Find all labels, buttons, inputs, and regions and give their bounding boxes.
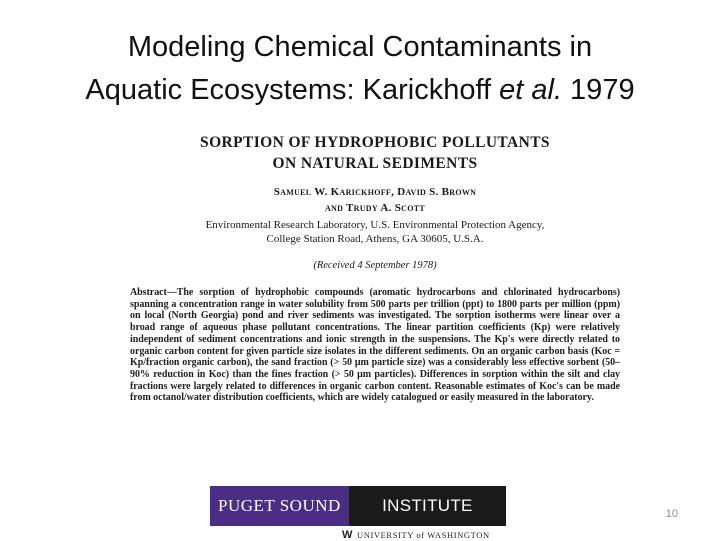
logo-right-text: INSTITUTE <box>349 486 506 526</box>
abstract-lead: Abstract <box>130 287 167 298</box>
paper-title-line-2: ON NATURAL SEDIMENTS <box>272 155 478 172</box>
paper-received-date: (Received 4 September 1978) <box>313 260 437 271</box>
paper-affiliation <box>130 218 620 246</box>
slide-title-line-2-italic: et al. <box>499 74 562 106</box>
slide-title <box>20 26 700 112</box>
slide-title-line-2-year: 1979 <box>562 74 635 106</box>
uw-text: UNIVERSITY of WASHINGTON <box>356 530 490 540</box>
puget-sound-institute-logo <box>210 486 506 526</box>
uw-w-icon: W <box>342 529 353 541</box>
paper-authors-line-1: Samuel W. Karickhoff, David S. Brown <box>273 186 477 198</box>
paper-authors <box>130 184 620 216</box>
paper-title-line-1: SORPTION OF HYDROPHOBIC POLLUTANTS <box>200 134 550 151</box>
page-number: 10 <box>665 508 678 520</box>
logo-left-text: PUGET SOUND <box>210 486 349 526</box>
abstract-body: —The sorption of hydrophobic compounds (aromatic hydrocarbons and chlorinated hydrocarbons) spanning a concentration range in water solubility from 500 parts per trillion (ppt) to 1800 parts per million (ppm) on local (North Georgia) pond and river sediments was investigated. The sorption isotherms were linear over a broad range of aqueous phase pollutant concentrations. The linear partition coefficients (Kp) were relatively independent of sediment concentrations and ionic strength in the suspensions. The Kp's were directly related to organic carbon content for given particle size isolates in the different sediments. On an organic carbon basis (Koc = Kp/fraction organic carbon), the sand fraction (> 50 μm particle size) was a considerably less effective sorbent (50–90% reduction in Koc) than the fines fraction (> 50 μm particles). Differences in sorption within the silt and clay fractions were largely related to differences in organic carbon content. Reasonable estimates of Koc's can be made from octanol/water distribution coefficients, which are widely catalogued or easily measured in the laboratory. <box>130 287 620 404</box>
paper-authors-line-2: and Trudy A. Scott <box>324 202 426 214</box>
paper-title <box>130 132 620 174</box>
slide-title-line-2 <box>20 69 700 112</box>
paper-excerpt-image <box>130 128 620 460</box>
slide-title-line-1: Modeling Chemical Contaminants in <box>127 31 593 63</box>
paper-affiliation-line-1: Environmental Research Laboratory, U.S. Environmental Protection Agency, <box>205 219 545 231</box>
paper-abstract <box>130 287 620 404</box>
university-of-washington-mark <box>342 529 490 541</box>
paper-affiliation-line-2: College Station Road, Athens, GA 30605, U.S.A. <box>266 233 484 245</box>
slide-title-line-2-a: Aquatic Ecosystems: Karickhoff <box>85 74 500 106</box>
